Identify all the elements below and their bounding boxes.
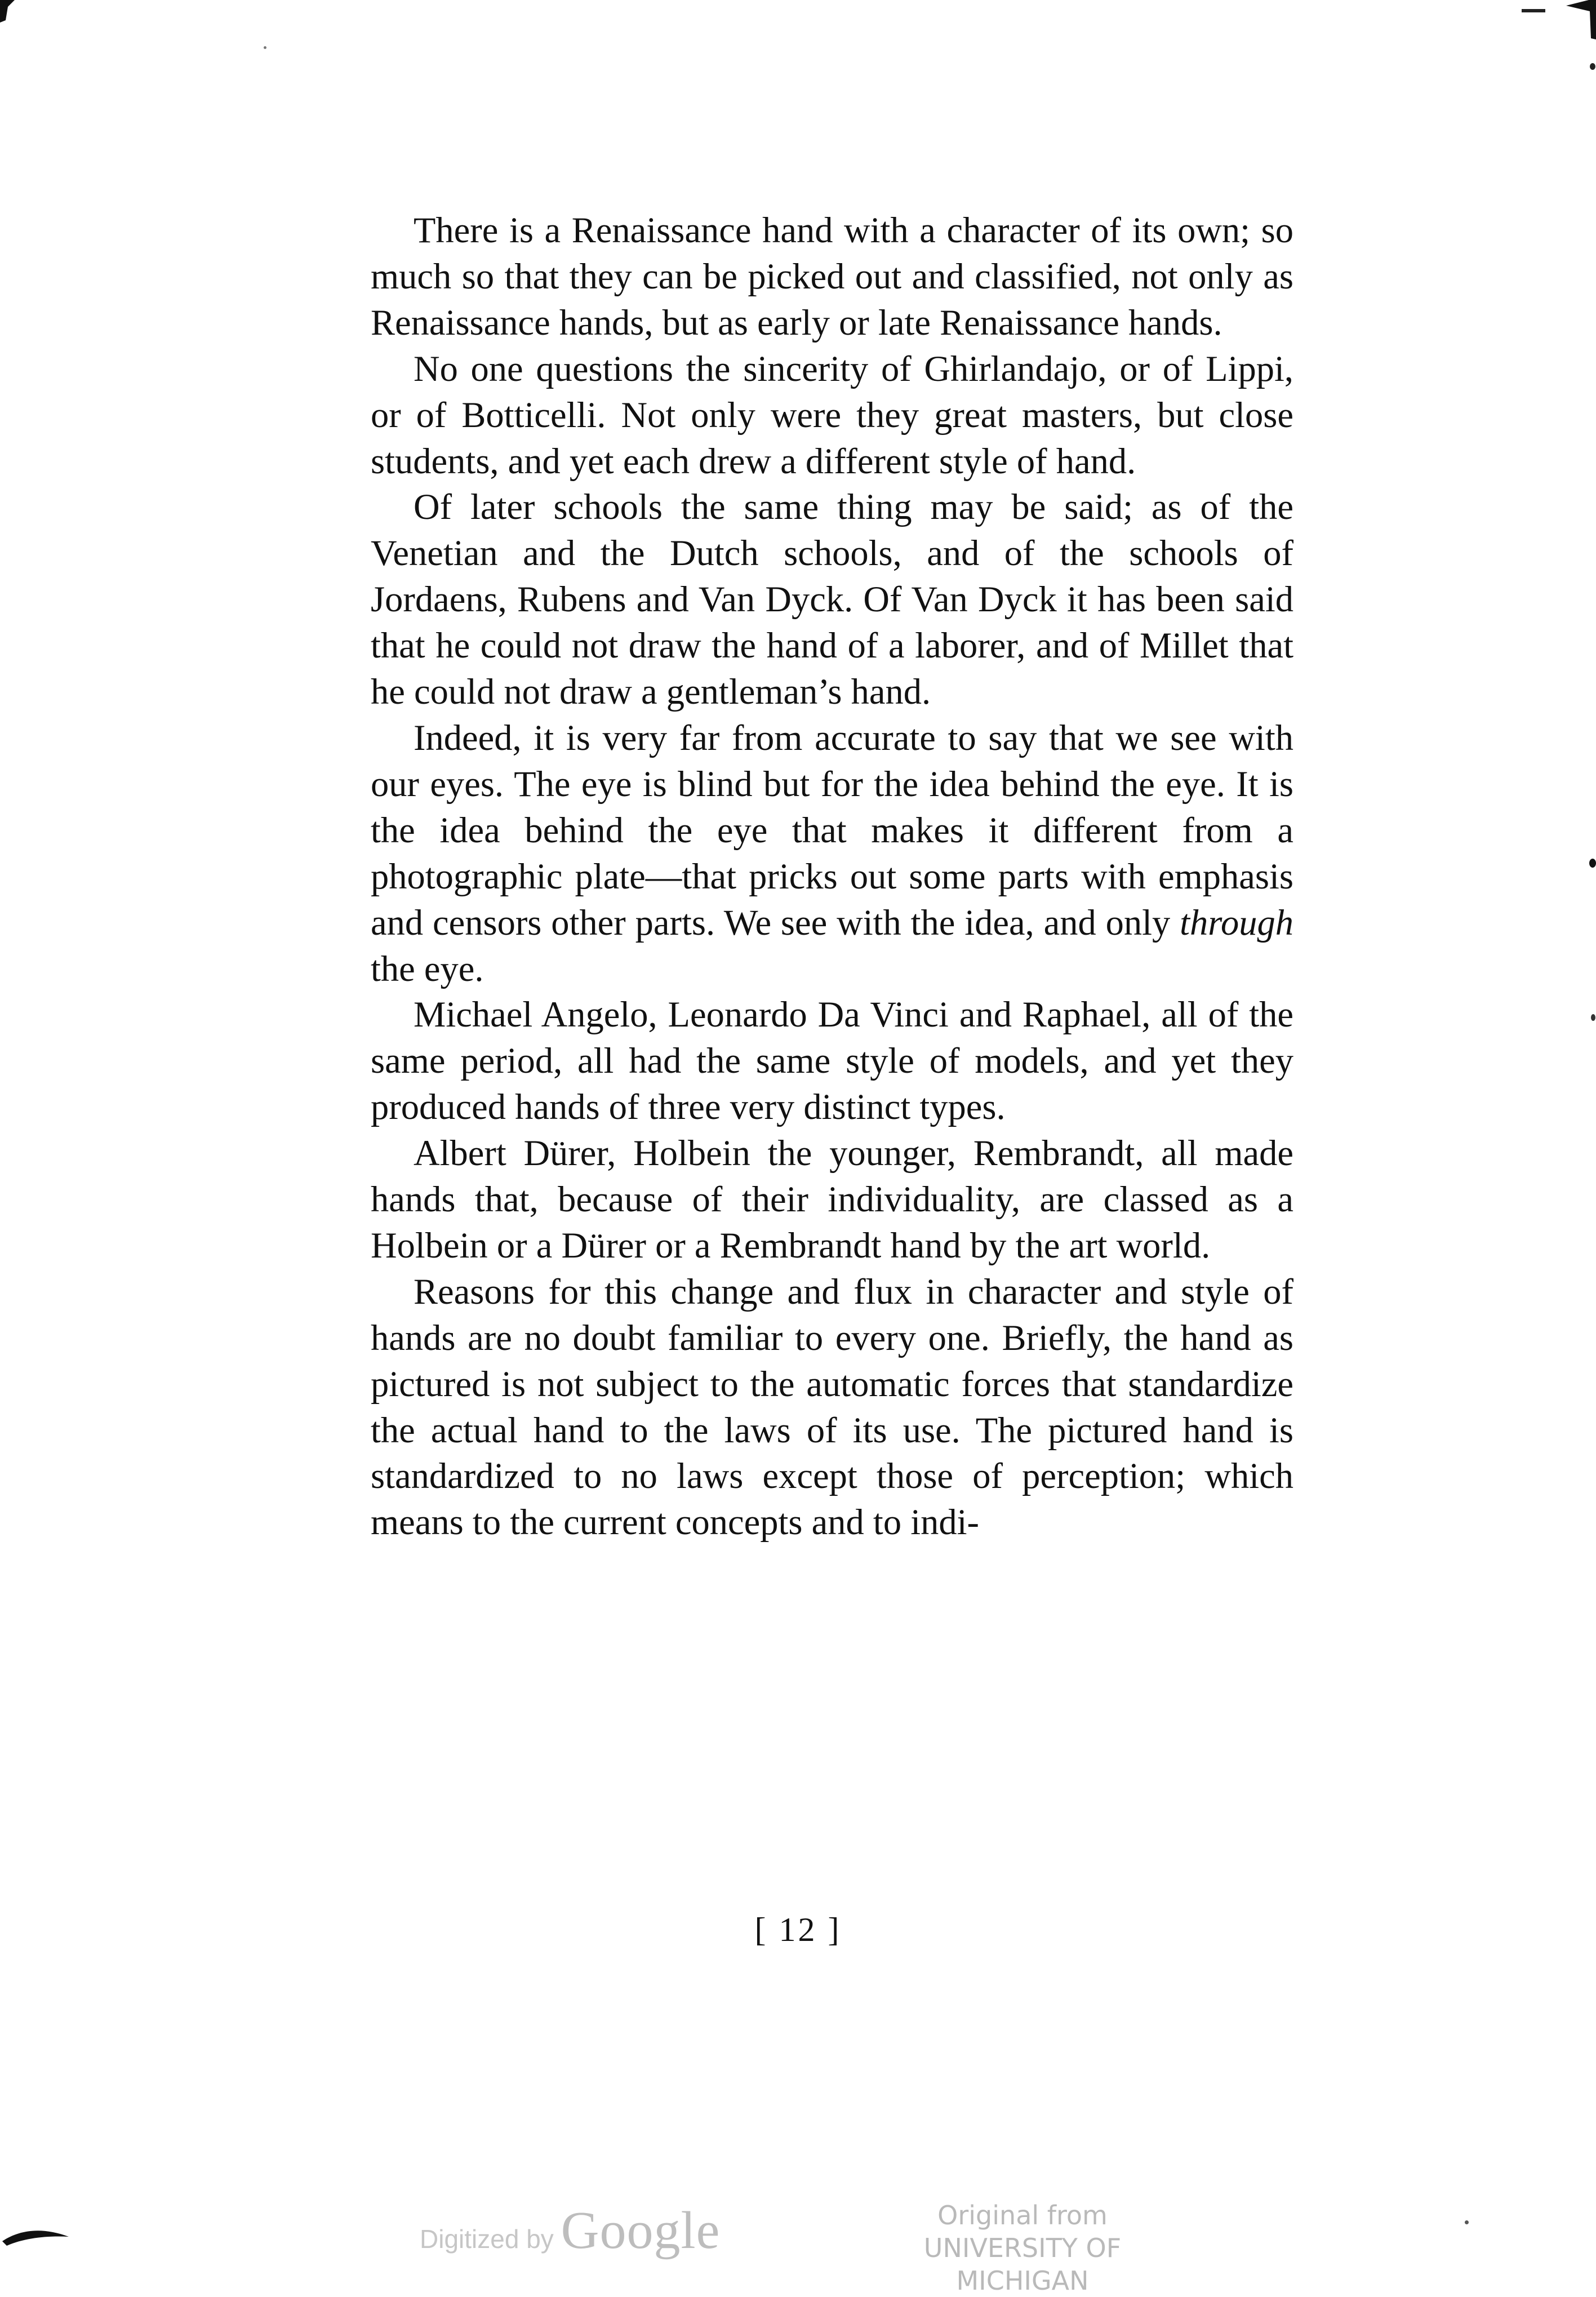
scan-dot [1590,63,1595,70]
paragraph-7: Reasons for this change and flux in character and style of hands are no doubt familiar to every one. Briefly, the hand as pictured is not subject to the automatic forces that standardize the actual hand to the laws of its use. The pictured hand is standardized to no laws except those of perception; which means to the current concepts and to indi- [371,1271,1293,1543]
scan-corner-mark-bottom-left [2,2224,70,2247]
italic-through: through [1180,902,1294,943]
page-number: [ 12 ] [754,1911,842,1948]
paragraph-4-tail: the eye. [371,948,484,989]
scan-dot [1589,859,1596,868]
scan-dash [1522,9,1545,12]
body-text [371,207,1293,1545]
scan-dot [1465,2220,1469,2224]
institution-label: UNIVERSITY OF MICHIGAN [923,2233,1122,2296]
digitized-by-google-watermark [420,2200,720,2261]
paragraph-1: There is a Renaissance hand with a character of its own; so much so that they can be picked out and classified, not only as Renaissance hands, but as early or late Renaissance hands. [371,210,1293,343]
original-from-label: Original from [937,2200,1108,2231]
paragraph-2: No one questions the sincerity of Ghirlandajo, or of Lippi, or of Botticelli. Not only were they great masters, but close students, and yet each drew a different style of hand. [371,348,1293,481]
paragraph-4-text: Indeed, it is very far from accurate to say that we see with our eyes. The eye is blind but for the idea behind the eye. It is the idea behind the eye that makes it different from a photographic plate—that pricks out some parts with emphasis and censors other parts. We see with the idea, and only [371,717,1293,943]
digitized-by-label: Digitized by [420,2224,554,2254]
scan-corner-mark-top-left [0,0,15,23]
paragraph-6: Albert Dürer, Holbein the younger, Rembrandt, all made hands that, because of their individuality, are classed as a Holbein or a Dürer or a Rembrandt hand by the art world. [371,1133,1293,1265]
paragraph-4 [371,715,1293,992]
scan-corner-mark-top-right [1566,0,1596,39]
paragraph-5: Michael Angelo, Leonardo Da Vinci and Raphael, all of the same period, all had the same style of models, and yet they produced hands of three very distinct types. [371,994,1293,1127]
original-from-watermark [870,2199,1175,2297]
paragraph-3: Of later schools the same thing may be said; as of the Venetian and the Dutch schools, and of the schools of Jordaens, Rubens and Van Dyck. Of Van Dyck it has been said that he could not draw the hand of a laborer, and of Millet that he could not draw a gentleman’s hand. [371,487,1293,712]
google-logo-text: Google [561,2201,721,2260]
scan-dot [264,46,266,49]
scan-dot [1591,1014,1595,1021]
